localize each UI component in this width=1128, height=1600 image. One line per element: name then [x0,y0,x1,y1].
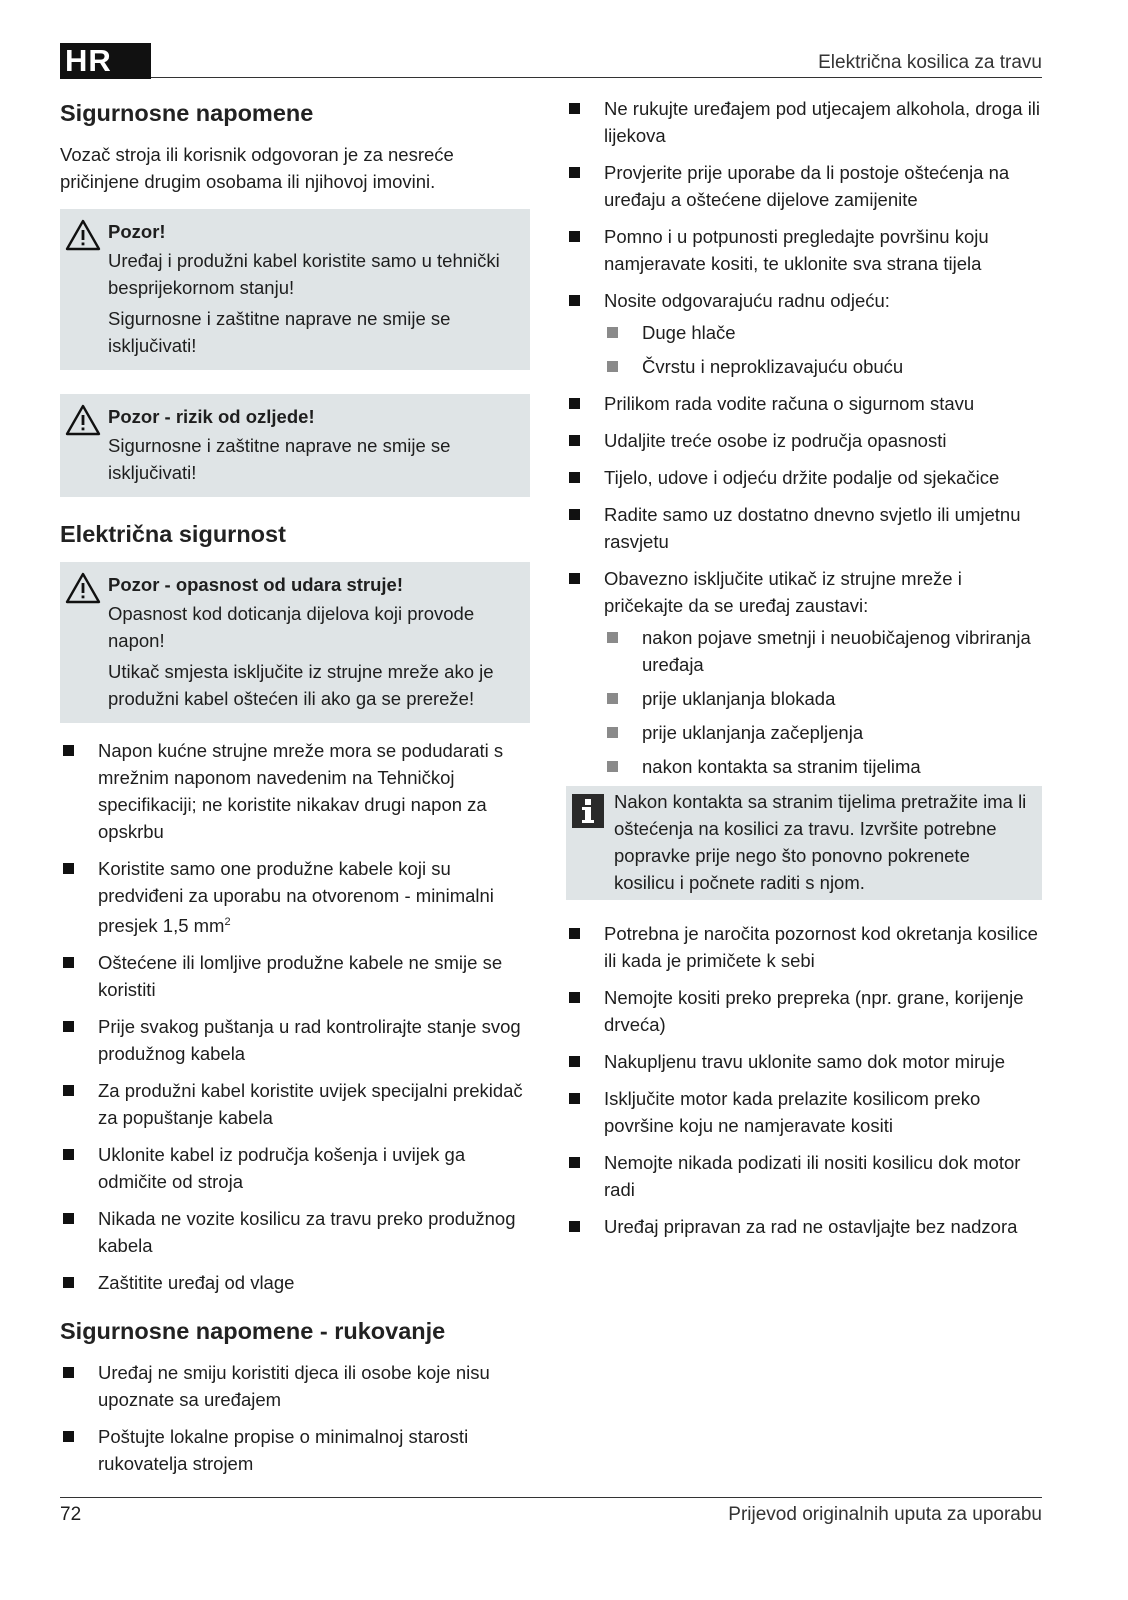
sublist-item: prije uklanjanja začepljenja [604,719,1042,746]
heading-electrical: Električna sigurnost [60,521,286,547]
left-column [60,95,530,1487]
operation-list [566,920,1042,1240]
sublist-item: Čvrstu i neproklizavajuću obuću [604,353,1042,380]
list-item: Provjerite prije uporabe da li postoje oštećenja na uređaju a oštećene dijelove zamijenite [566,159,1042,213]
warning-triangle-icon [65,572,101,604]
warning-title: Pozor - opasnost od udara struje! [108,574,403,595]
list-item: Za produžni kabel koristite uvijek specijalni prekidač za popuštanje kabela [60,1077,530,1131]
page-number: 72 [60,1504,82,1525]
heading-safety: Sigurnosne napomene [60,100,314,126]
sub-bullet-icon [607,727,618,738]
list-item: Uređaj ne smiju koristiti djeca ili osobe koje nisu upoznate sa uređajem [60,1359,530,1413]
bullet-square-icon [569,573,580,584]
list-item: Napon kućne strujne mreže mora se podudarati s mrežnim naponom navedenim na Tehničkoj specifikaciji; ne koristite nikakav drugi napon za opskrbu [60,737,530,845]
header-title: Električna kosilica za travu [818,52,1042,73]
warning-box [60,562,530,723]
bullet-square-icon [63,1367,74,1378]
list-item: Nakupljenu travu uklonite samo dok motor miruje [566,1048,1042,1075]
general-list [566,95,1042,780]
bullet-square-icon [63,1085,74,1096]
bullet-square-icon [63,745,74,756]
warning-title: Pozor - rizik od ozljede! [108,406,315,427]
bullet-square-icon [569,992,580,1003]
warning-text: Opasnost kod doticanja dijelova koji provode napon! [108,603,475,651]
handling-list [60,1359,530,1477]
sublist-item: prije uklanjanja blokada [604,685,1042,712]
bullet-square-icon [569,928,580,939]
sub-bullet-icon [607,361,618,372]
list-item: Uređaj pripravan za rad ne ostavljajte bez nadzora [566,1213,1042,1240]
sublist-item: Duge hlače [604,319,1042,346]
warning-triangle-icon [65,219,101,251]
warning-text: Utikač smjesta isključite iz strujne mreže ako je produžni kabel oštećen ili ako ga se prereže! [108,661,494,709]
warning-text: Sigurnosne i zaštitne naprave ne smije se isključivati! [108,435,451,483]
warning-text: Sigurnosne i zaštitne naprave ne smije se isključivati! [108,308,451,356]
bullet-square-icon [569,231,580,242]
bullet-square-icon [569,1093,580,1104]
warning-box [60,209,530,370]
bullet-square-icon [63,863,74,874]
sub-bullet-icon [607,632,618,643]
bullet-square-icon [569,435,580,446]
list-item: Nemojte nikada podizati ili nositi kosilicu dok motor radi [566,1149,1042,1203]
sub-bullet-icon [607,693,618,704]
bullet-square-icon [63,1149,74,1160]
bullet-square-icon [63,1213,74,1224]
right-column [566,95,1042,1250]
warning-box [60,394,530,497]
bullet-square-icon [63,1431,74,1442]
list-item: Koristite samo one produžne kabele koji su predviđeni za uporabu na otvorenom - minimalni presjek 1,5 $mm^2$ [60,855,530,939]
bullet-square-icon [63,1021,74,1032]
sublist-item: nakon kontakta sa stranim tijelima [604,753,1042,780]
bullet-square-icon [569,1056,580,1067]
list-item: Zaštitite uređaj od vlage [60,1269,530,1296]
bullet-square-icon [569,398,580,409]
heading-handling: Sigurnosne napomene - rukovanje [60,1318,446,1345]
bullet-square-icon [569,1157,580,1168]
list-item: Poštujte lokalne propise o minimalnoj starosti rukovatelja strojem [60,1423,530,1477]
bullet-square-icon [569,1221,580,1232]
intro-text: Vozač stroja ili korisnik odgovoran je za nesreće pričinjene drugim osobama ili njihovoj imovini. [60,144,454,192]
list-item: Nikada ne vozite kosilicu za travu preko produžnog kabela [60,1205,530,1259]
unplug-sublist [604,624,1042,780]
list-item: Nosite odgovarajuću radnu odjeću: Duge hlače Čvrstu i neproklizavajuću obuću [566,287,1042,380]
info-box [566,786,1042,900]
bullet-square-icon [63,957,74,968]
language-badge: HR [60,43,151,79]
electrical-list [60,737,530,1296]
warning-triangle-icon [65,404,101,436]
bullet-square-icon [569,509,580,520]
list-item: Oštećene ili lomljive produžne kabele ne smije se koristiti [60,949,530,1003]
list-item: Pomno i u potpunosti pregledajte površinu koju namjeravate kositi, te uklonite sva strana tijela [566,223,1042,277]
clothing-sublist [604,319,1042,380]
list-item: Tijelo, udove i odjeću držite podalje od sjekačice [566,464,1042,491]
footer-text: Prijevod originalnih uputa za uporabu [728,1504,1042,1525]
bullet-square-icon [569,295,580,306]
list-item: Uklonite kabel iz područja košenja i uvijek ga odmičite od stroja [60,1141,530,1195]
info-text: Nakon kontakta sa stranim tijelima pretražite ima li oštećenja na kosilici za travu. Izvršite potrebne popravke prije nego što ponovno pokrenete kosilicu i počnete raditi s njom. [614,791,1027,893]
bullet-square-icon [569,472,580,483]
list-item: Potrebna je naročita pozornost kod okretanja kosilice ili kada je primičete k sebi [566,920,1042,974]
header-rule [151,77,1042,78]
list-item: Prije svakog puštanja u rad kontrolirajte stanje svog produžnog kabela [60,1013,530,1067]
sublist-item: nakon pojave smetnji i neuobičajenog vibriranja uređaja [604,624,1042,678]
sub-bullet-icon [607,327,618,338]
list-item: Udaljite treće osobe iz područja opasnosti [566,427,1042,454]
bullet-square-icon [569,103,580,114]
list-item: Nemojte kositi preko prepreka (npr. grane, korijenje drveća) [566,984,1042,1038]
info-icon [572,794,604,828]
list-item: Obavezno isključite utikač iz strujne mreže i pričekajte da se uređaj zaustavi: nakon pojave smetnji i neuobičajenog vibriranja uređaja prije uklanjanja blokada prije uklanjanja začepljenja nakon kontakta sa stranim tijelima [566,565,1042,780]
list-item: Ne rukujte uređajem pod utjecajem alkohola, droga ili lijekova [566,95,1042,149]
superscript: 2 [224,916,231,928]
bullet-square-icon [63,1277,74,1288]
footer-rule [60,1497,1042,1498]
list-item: Isključite motor kada prelazite kosilicom preko površine koju ne namjeravate kositi [566,1085,1042,1139]
warning-title: Pozor! [108,221,166,242]
list-item: Radite samo uz dostatno dnevno svjetlo ili umjetnu rasvjetu [566,501,1042,555]
bullet-square-icon [569,167,580,178]
warning-text: Uređaj i produžni kabel koristite samo u tehnički besprijekornom stanju! [108,250,500,298]
list-item: Prilikom rada vodite računa o sigurnom stavu [566,390,1042,417]
sub-bullet-icon [607,761,618,772]
